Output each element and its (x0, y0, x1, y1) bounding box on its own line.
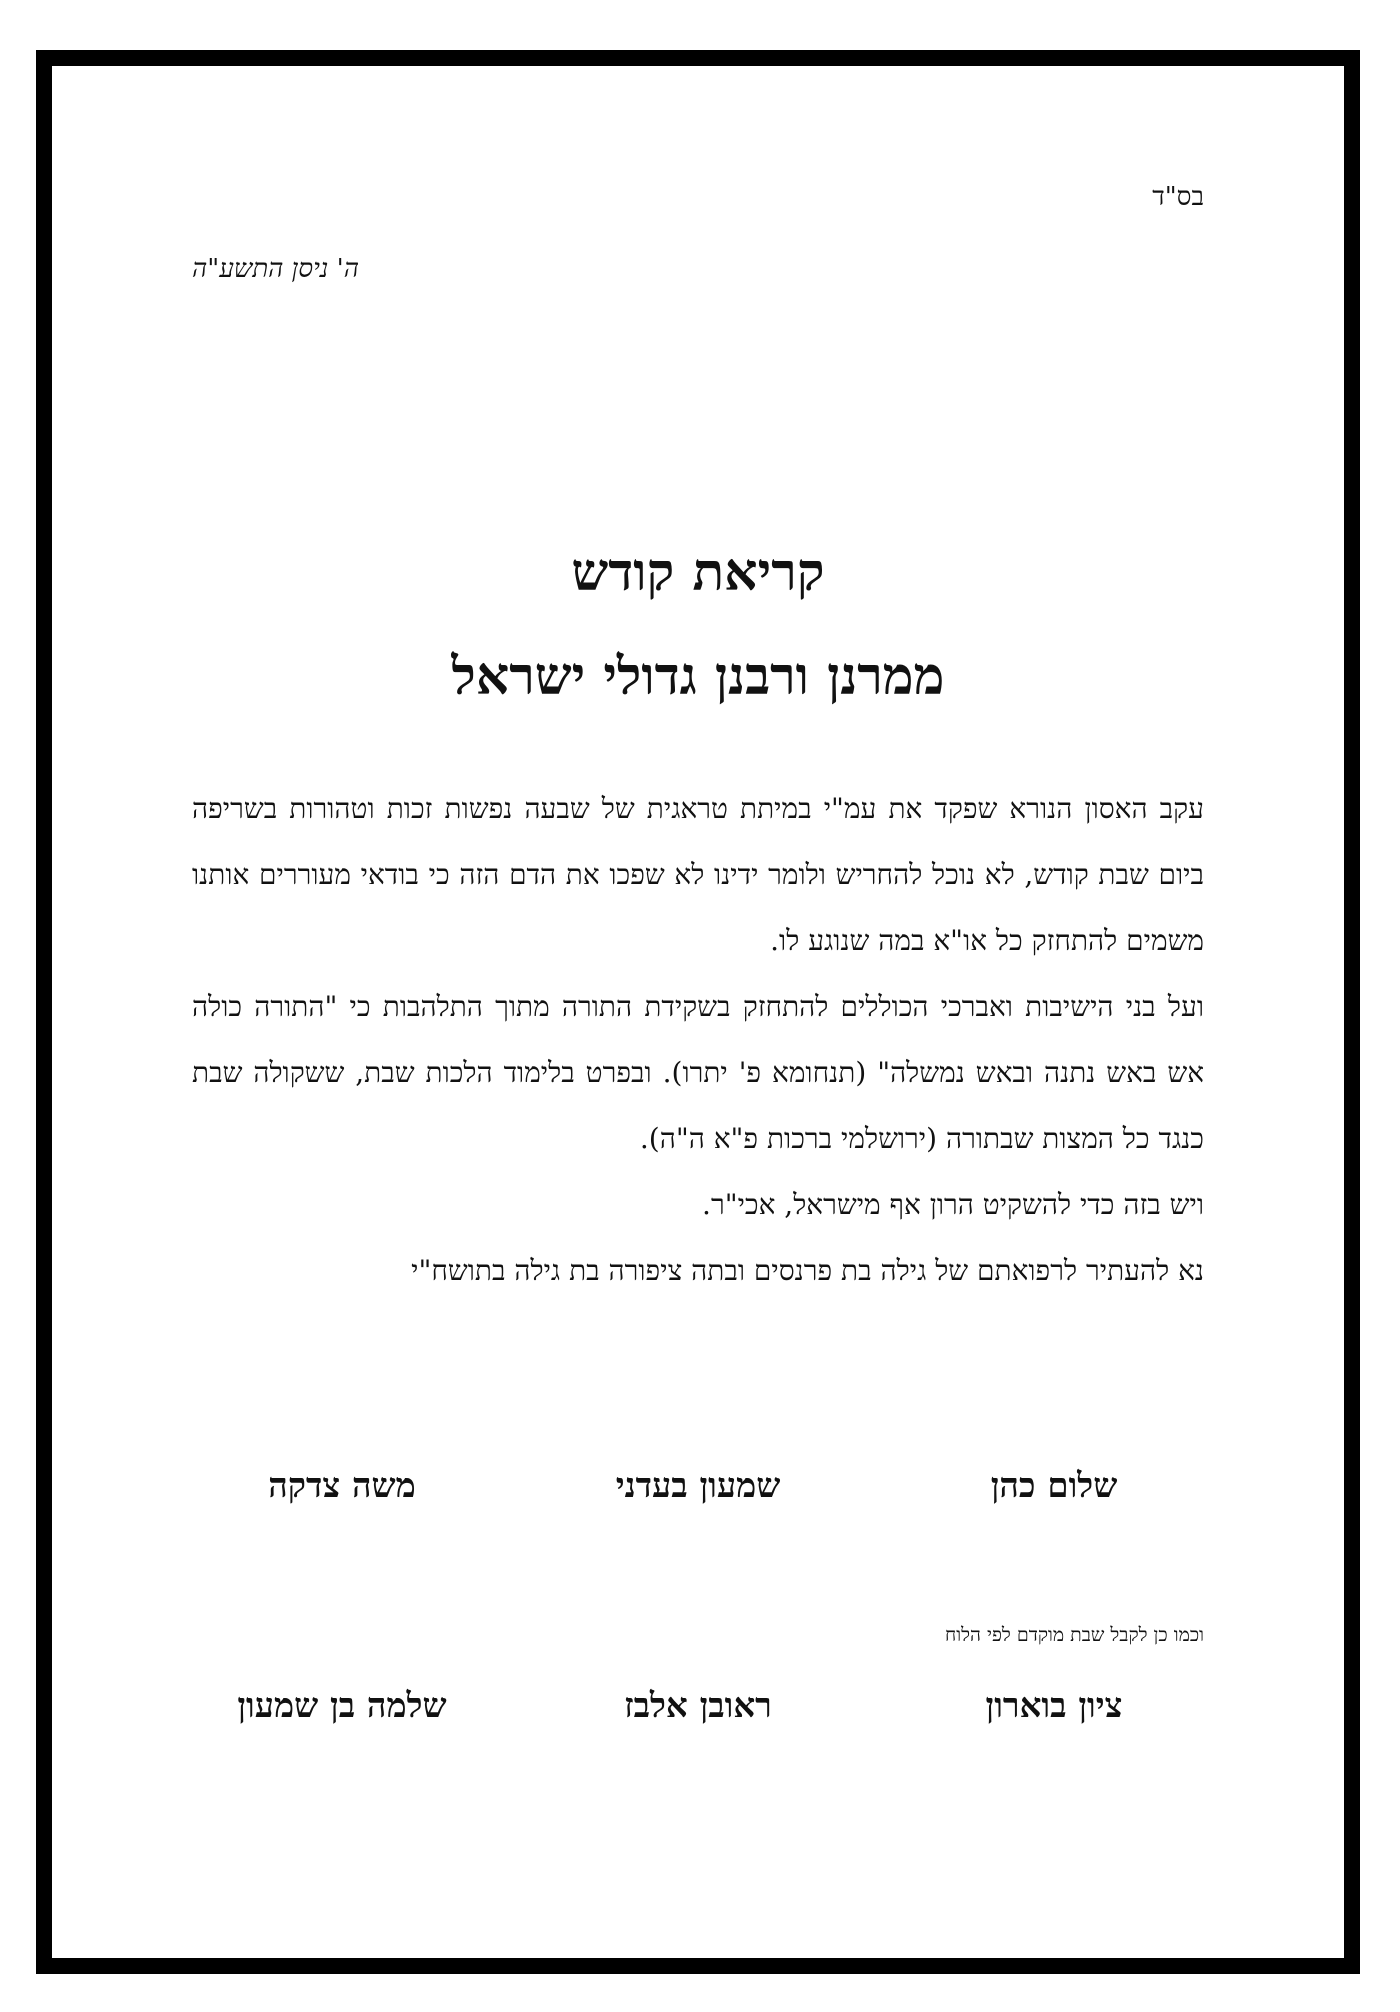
document-page (52, 66, 1344, 1958)
signatory-name: ראובן אלבז (624, 1686, 772, 1726)
title-block (52, 521, 1344, 729)
document-border (36, 50, 1360, 1974)
hebrew-date: ה' ניסן התשע"ה (192, 254, 360, 284)
signatures-row-1 (192, 1466, 1204, 1507)
document-subtitle: ממרנן ורבנן גדולי ישראל (451, 646, 945, 707)
document-title: קריאת קודש (571, 542, 825, 603)
body-text (192, 776, 1204, 1304)
body-paragraph: נא להעתיר לרפואתם של גילה בת פרנסים ובתה ציפורה בת גילה בתושח"י (411, 1254, 1204, 1287)
signatory-name: ציון בוארון (985, 1686, 1123, 1726)
body-paragraph: ועל בני הישיבות ואברכי הכוללים להתחזק בשקידת התורה מתוך התלהבות כי "התורה כולה אש באש נתנה ובאש נמשלה" (תנחומא פ' יתרו). ובפרט בלימוד הלכות שבת, ששקולה שבת כנגד כל המצות שבתורה (ירושלמי ברכות פ"א ה"ה). (192, 990, 1204, 1155)
shabbat-note: וכמו כן לקבל שבת מוקדם לפי הלוח (945, 1624, 1204, 1646)
signatory-name: שלום כהן (990, 1466, 1118, 1506)
signatory-name: שמעון בעדני (615, 1466, 781, 1506)
signatures-row-2 (192, 1686, 1204, 1727)
signatory-name: שלמה בן שמעון (237, 1686, 447, 1726)
bsd-header: בס"ד (1152, 182, 1204, 212)
signatory-name: משה צדקה (268, 1466, 416, 1506)
body-paragraph: ויש בזה כדי להשקיט הרון אף מישראל, אכי"ר. (702, 1188, 1204, 1221)
body-paragraph: עקב האסון הנורא שפקד את עמ"י במיתת טראגית של שבעה נפשות זכות וטהורות בשריפה ביום שבת קודש, לא נוכל להחריש ולומר ידינו לא שפכו את הדם הזה כי בודאי מעוררים אותנו משמים להתחזק כל או"א במה שנוגע לו. (192, 792, 1204, 957)
